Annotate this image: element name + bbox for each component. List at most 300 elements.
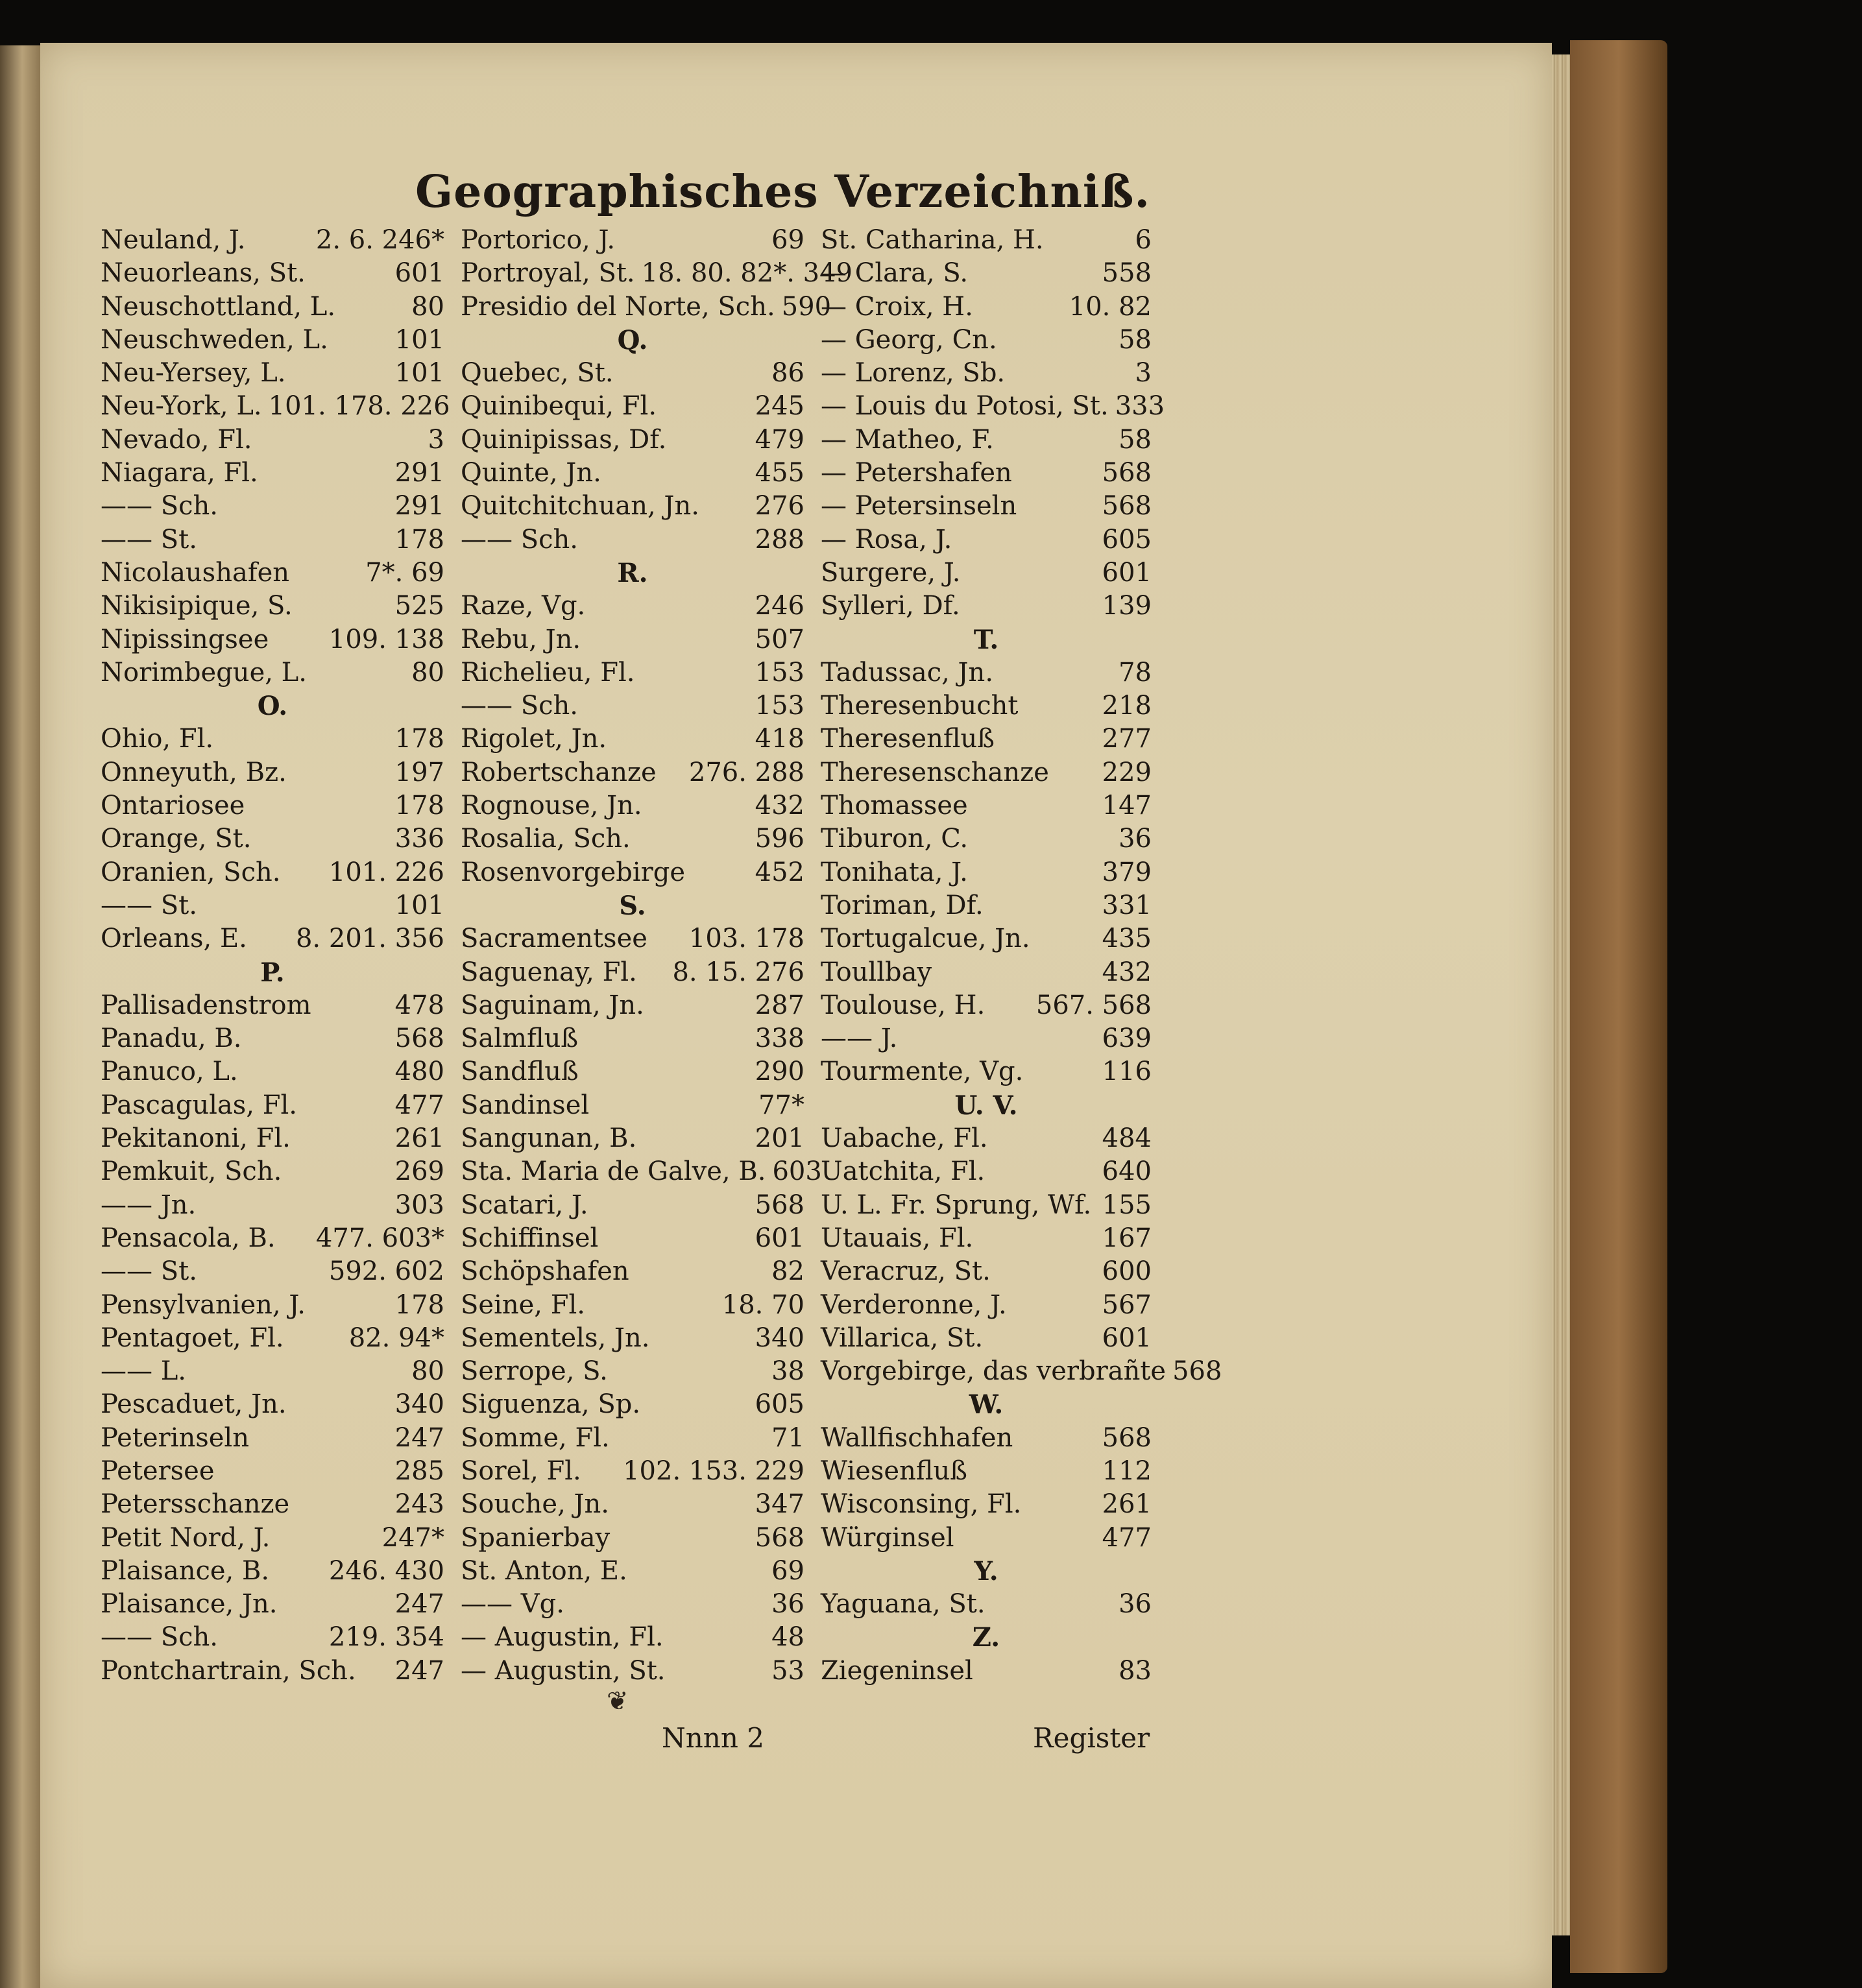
index-entry: [101, 723, 444, 756]
index-entry: [101, 457, 444, 490]
section-letter: S.: [619, 890, 646, 921]
entry-name: Pensacola, B.: [101, 1223, 276, 1253]
index-entry: [101, 224, 444, 257]
entry-pages: 247: [394, 1589, 444, 1620]
entry-name: Toriman, Df.: [821, 890, 984, 920]
index-entry: [461, 1588, 804, 1621]
entry-pages: 178: [394, 524, 444, 555]
entry-pages: 155: [1102, 1190, 1152, 1220]
entry-pages: 69: [771, 225, 804, 255]
entry-name: — Croix, H.: [821, 291, 973, 322]
entry-name: Peterinseln: [101, 1422, 249, 1453]
entry-pages: 291: [394, 458, 444, 488]
index-entry: [101, 490, 444, 523]
index-entry: [821, 257, 1152, 290]
entry-name: Neuschottland, L.: [101, 291, 336, 322]
entry-pages: 3: [428, 424, 444, 455]
entry-name: Quinte, Jn.: [461, 458, 601, 488]
entry-pages: 479: [755, 424, 804, 455]
entry-pages: 601: [394, 258, 444, 289]
entry-name: —— Sch.: [461, 524, 578, 555]
entry-pages: 101: [394, 324, 444, 355]
entry-pages: 478: [394, 990, 444, 1020]
entry-pages: 291: [394, 491, 444, 521]
index-entry: [461, 989, 804, 1022]
entry-name: Quitchitchuan, Jn.: [461, 491, 699, 521]
entry-name: Nikisipique, S.: [101, 591, 293, 621]
entry-name: — Rosa, J.: [821, 524, 952, 555]
index-entry: [821, 357, 1152, 390]
entry-name: Neu-York, L.: [101, 391, 262, 422]
index-entry: [821, 822, 1152, 856]
entry-pages: 452: [755, 857, 804, 887]
entry-name: Nicolaushafen: [101, 557, 290, 588]
entry-pages: 568: [1102, 491, 1152, 521]
entry-name: Scatari, J.: [461, 1190, 588, 1220]
index-entry: [461, 1222, 804, 1255]
entry-pages: 601: [1102, 557, 1152, 588]
index-entry: [461, 1422, 804, 1455]
entry-name: Neuorleans, St.: [101, 258, 306, 289]
entry-name: Panadu, B.: [101, 1024, 242, 1054]
index-entry: [821, 390, 1165, 423]
index-entry: [461, 1322, 804, 1355]
index-entry: [101, 789, 444, 822]
index-entry: [821, 856, 1152, 889]
section-letter: W.: [969, 1389, 1004, 1420]
entry-name: Toulouse, H.: [821, 990, 985, 1020]
entry-pages: 568: [755, 1522, 804, 1553]
index-entry: [101, 291, 444, 324]
entry-pages: 432: [1102, 957, 1152, 987]
entry-pages: 80: [411, 1356, 444, 1387]
index-entry: [821, 1355, 1222, 1388]
index-entry: [821, 956, 1152, 989]
index-entry: [461, 523, 804, 557]
index-entry: [101, 1388, 444, 1421]
index-entry: [461, 956, 804, 989]
entry-name: Rosalia, Sch.: [461, 824, 631, 854]
entry-pages: 290: [755, 1057, 804, 1087]
entry-name: Würginsel: [821, 1522, 954, 1553]
index-entry: [461, 257, 852, 290]
entry-name: Petersschanze: [101, 1489, 290, 1520]
index-entry: [101, 1089, 444, 1122]
entry-pages: 247: [394, 1655, 444, 1686]
index-entry: [821, 1055, 1152, 1088]
index-entry: [461, 590, 804, 623]
index-entry: [461, 1022, 804, 1055]
entry-pages: 276: [755, 491, 804, 521]
index-entry: [101, 623, 444, 656]
index-entry: [101, 1055, 444, 1088]
entry-pages: 455: [755, 458, 804, 488]
index-entry: [461, 1189, 804, 1222]
entry-name: Spanierbay: [461, 1522, 611, 1553]
entry-name: Pensylvanien, J.: [101, 1289, 306, 1320]
entry-name: Yaguana, St.: [821, 1589, 985, 1620]
entry-name: U. L. Fr. Sprung, Wf.: [821, 1190, 1092, 1220]
entry-name: Rosenvorgebirge: [461, 857, 686, 887]
index-entry: [101, 989, 444, 1022]
index-entry: [821, 989, 1152, 1022]
entry-pages: 109. 138: [328, 624, 444, 654]
entry-name: St. Anton, E.: [461, 1555, 627, 1586]
entry-name: Plaisance, B.: [101, 1555, 270, 1586]
entry-name: Sylleri, Df.: [821, 591, 960, 621]
entry-name: Wallfischhafen: [821, 1422, 1013, 1453]
section-letter: R.: [617, 557, 648, 588]
index-entry: [461, 623, 804, 656]
entry-name: Uabache, Fl.: [821, 1123, 988, 1154]
index-entry: [101, 1588, 444, 1621]
entry-name: Petersee: [101, 1455, 215, 1486]
entry-pages: 101. 226: [328, 857, 444, 887]
entry-name: Orleans, E.: [101, 924, 247, 954]
entry-name: Uatchita, Fl.: [821, 1156, 985, 1187]
entry-name: Pallisadenstrom: [101, 990, 311, 1020]
index-entry: [461, 723, 804, 756]
index-entry: [101, 324, 444, 357]
entry-pages: 603: [772, 1156, 822, 1187]
index-entry: [461, 1255, 804, 1288]
index-entry: [461, 1455, 804, 1488]
entry-name: Veracruz, St.: [821, 1256, 991, 1287]
index-entry: [101, 557, 444, 590]
entry-name: Schöpshafen: [461, 1256, 629, 1287]
entry-name: Rebu, Jn.: [461, 624, 581, 654]
index-entry: [461, 656, 804, 689]
index-entry: [461, 1555, 804, 1588]
entry-pages: 147: [1102, 791, 1152, 821]
entry-pages: 18. 70: [721, 1289, 804, 1320]
entry-pages: 139: [1102, 591, 1152, 621]
index-entry: [821, 756, 1152, 789]
entry-pages: 261: [1102, 1489, 1152, 1520]
entry-name: —— Vg.: [461, 1589, 564, 1620]
index-entry: [101, 1355, 444, 1388]
entry-name: Villarica, St.: [821, 1323, 984, 1353]
entry-pages: 477: [394, 1090, 444, 1120]
entry-pages: 58: [1118, 324, 1152, 355]
entry-pages: 605: [755, 1389, 804, 1420]
entry-pages: 261: [394, 1123, 444, 1154]
section-letter: Z.: [972, 1622, 1000, 1653]
index-entry: [101, 1522, 444, 1555]
entry-name: Souche, Jn.: [461, 1489, 610, 1520]
entry-pages: 338: [755, 1024, 804, 1054]
index-entry: [461, 424, 804, 457]
entry-pages: 112: [1102, 1455, 1152, 1486]
index-entry: [821, 1655, 1152, 1688]
entry-name: Niagara, Fl.: [101, 458, 258, 488]
index-entry: [101, 1422, 444, 1455]
entry-name: Plaisance, Jn.: [101, 1589, 278, 1620]
index-entry: [101, 1488, 444, 1521]
index-column-3: [821, 224, 1222, 1688]
entry-pages: 8. 15. 276: [672, 957, 804, 987]
entry-pages: 418: [755, 724, 804, 754]
entry-name: Surgere, J.: [821, 557, 961, 588]
entry-pages: 7*. 69: [365, 557, 444, 588]
entry-name: —— Jn.: [101, 1190, 197, 1220]
entry-name: — Matheo, F.: [821, 424, 994, 455]
index-entry: [101, 590, 444, 623]
entry-name: — Louis du Potosi, St.: [821, 391, 1109, 422]
entry-name: Pekitanoni, Fl.: [101, 1123, 291, 1154]
entry-name: Neu-Yersey, L.: [101, 358, 286, 389]
entry-name: Quinipissas, Df.: [461, 424, 667, 455]
index-entry: [101, 1455, 444, 1488]
index-entry: [461, 357, 804, 390]
index-entry: [821, 1488, 1152, 1521]
entry-pages: 153: [755, 691, 804, 721]
entry-name: Tonihata, J.: [821, 857, 968, 887]
entry-name: —— St.: [101, 890, 197, 920]
index-entry: [821, 1289, 1152, 1322]
entry-pages: 80: [411, 657, 444, 688]
index-entry: [821, 590, 1152, 623]
index-entry: [101, 1189, 444, 1222]
entry-pages: 639: [1102, 1024, 1152, 1054]
entry-name: —— L.: [101, 1356, 186, 1387]
index-entry: [821, 557, 1152, 590]
entry-name: Tadussac, Jn.: [821, 657, 994, 688]
index-entry: [101, 1289, 444, 1322]
entry-pages: 201: [755, 1123, 804, 1154]
index-entry: [101, 1222, 444, 1255]
entry-name: Sandfluß: [461, 1057, 579, 1087]
entry-pages: 101: [394, 358, 444, 389]
index-entry: [461, 1155, 822, 1188]
entry-pages: 36: [1118, 1589, 1152, 1620]
entry-pages: 246: [755, 591, 804, 621]
entry-pages: 480: [394, 1057, 444, 1087]
index-entry: [461, 1089, 804, 1122]
entry-pages: 601: [1102, 1323, 1152, 1353]
entry-name: Norimbegue, L.: [101, 657, 307, 688]
entry-pages: 347: [755, 1489, 804, 1520]
entry-pages: 285: [394, 1455, 444, 1486]
entry-pages: 590: [781, 291, 832, 322]
entry-pages: 69: [771, 1555, 804, 1586]
index-entry: [101, 1322, 444, 1355]
entry-pages: 102. 153. 229: [623, 1455, 804, 1486]
entry-pages: 83: [1118, 1655, 1152, 1686]
index-column-1: [101, 224, 450, 1688]
entry-pages: 333: [1115, 391, 1165, 422]
index-entry: [461, 1289, 804, 1322]
index-entry: [101, 1022, 444, 1055]
entry-pages: 568: [1102, 1422, 1152, 1453]
entry-pages: 596: [755, 824, 804, 854]
entry-name: Orange, St.: [101, 824, 252, 854]
index-entry: [101, 1155, 444, 1188]
entry-pages: 101: [394, 890, 444, 920]
entry-name: Rognouse, Jn.: [461, 791, 642, 821]
index-entry: [101, 922, 444, 955]
entry-name: Saguinam, Jn.: [461, 990, 644, 1020]
section-letter: T.: [973, 624, 999, 655]
entry-pages: 568: [394, 1024, 444, 1054]
index-entry: [461, 1122, 804, 1155]
entry-pages: 48: [771, 1622, 804, 1653]
entry-pages: 18. 80. 82*. 349: [641, 258, 852, 289]
index-column-2: [461, 224, 852, 1688]
index-entry: [821, 523, 1152, 557]
entry-pages: 8. 201. 356: [295, 924, 444, 954]
entry-name: Richelieu, Fl.: [461, 657, 635, 688]
entry-name: Seine, Fl.: [461, 1289, 585, 1320]
entry-name: Saguenay, Fl.: [461, 957, 637, 987]
entry-pages: 568: [1172, 1356, 1222, 1387]
index-entry: [461, 756, 804, 789]
entry-name: Petit Nord, J.: [101, 1522, 271, 1553]
index-entry: [821, 457, 1152, 490]
entry-pages: 78: [1118, 657, 1152, 688]
entry-name: Ohio, Fl.: [101, 724, 214, 754]
index-entry: [821, 1522, 1152, 1555]
entry-pages: 484: [1102, 1123, 1152, 1154]
entry-pages: 53: [771, 1655, 804, 1686]
entry-pages: 10. 82: [1069, 291, 1152, 322]
entry-pages: 276. 288: [688, 757, 804, 787]
entry-pages: 340: [394, 1389, 444, 1420]
entry-name: Oranien, Sch.: [101, 857, 281, 887]
entry-pages: 558: [1102, 258, 1152, 289]
entry-pages: 567. 568: [1035, 990, 1152, 1020]
entry-name: — Georg, Cn.: [821, 324, 997, 355]
entry-name: Sandinsel: [461, 1090, 590, 1120]
index-entry: [461, 856, 804, 889]
index-entry: [101, 523, 444, 557]
entry-pages: 592. 602: [328, 1256, 444, 1287]
entry-pages: 247*: [381, 1522, 444, 1553]
entry-pages: 435: [1102, 924, 1152, 954]
entry-pages: 153: [755, 657, 804, 688]
index-entry: [461, 291, 832, 324]
section-letter: U. V.: [954, 1090, 1018, 1121]
entry-pages: 6: [1135, 225, 1152, 255]
entry-pages: 77*: [758, 1090, 804, 1120]
index-entry: [461, 689, 804, 723]
entry-pages: 336: [394, 824, 444, 854]
index-entry: [101, 1255, 444, 1288]
entry-name: Verderonne, J.: [821, 1289, 1007, 1320]
page-title: Geographisches Verzeichniß.: [415, 166, 1151, 218]
index-entry: [461, 457, 804, 490]
entry-name: Sacramentsee: [461, 924, 647, 954]
section-letter: Y.: [974, 1555, 998, 1587]
entry-pages: 101. 178. 226: [268, 391, 450, 422]
index-entry: [821, 723, 1152, 756]
section-letter: O.: [257, 691, 288, 722]
index-entry: [821, 490, 1152, 523]
index-entry: [821, 1322, 1152, 1355]
entry-name: Tourmente, Vg.: [821, 1057, 1024, 1087]
index-entry: [821, 324, 1152, 357]
entry-pages: 219. 354: [328, 1622, 444, 1653]
entry-pages: 477: [1102, 1522, 1152, 1553]
entry-name: Tortugalcue, Jn.: [821, 924, 1030, 954]
index-entry: [821, 291, 1152, 324]
entry-name: Ziegeninsel: [821, 1655, 973, 1686]
entry-name: Tiburon, C.: [821, 824, 969, 854]
index-entry: [821, 1122, 1152, 1155]
index-entry: [821, 1189, 1152, 1222]
index-entry: [461, 789, 804, 822]
index-entry: [101, 1122, 444, 1155]
index-entry: [101, 856, 444, 889]
entry-name: Theresenfluß: [821, 724, 995, 754]
index-entry: [461, 1055, 804, 1088]
index-entry: [101, 1621, 444, 1654]
entry-pages: 36: [771, 1589, 804, 1620]
entry-name: — Petersinseln: [821, 491, 1017, 521]
entry-pages: 432: [755, 791, 804, 821]
index-entry: [101, 357, 444, 390]
entry-name: Neuland, J.: [101, 225, 246, 255]
entry-pages: 600: [1102, 1256, 1152, 1287]
entry-pages: 567: [1102, 1289, 1152, 1320]
index-entry: [461, 390, 804, 423]
entry-name: Thomassee: [821, 791, 968, 821]
index-entry: [101, 756, 444, 789]
index-entry: [101, 1555, 444, 1588]
index-entry: [101, 822, 444, 856]
entry-pages: 640: [1102, 1156, 1152, 1187]
entry-pages: 568: [755, 1190, 804, 1220]
entry-name: St. Catharina, H.: [821, 225, 1044, 255]
index-entry: [821, 1255, 1152, 1288]
signature-mark: Nnnn 2: [662, 1722, 764, 1754]
entry-name: Wisconsing, Fl.: [821, 1489, 1022, 1520]
index-entry: [101, 390, 450, 423]
entry-name: Quebec, St.: [461, 358, 614, 389]
entry-name: Robertschanze: [461, 757, 657, 787]
entry-pages: 178: [394, 724, 444, 754]
entry-name: Raze, Vg.: [461, 591, 586, 621]
entry-pages: 243: [394, 1489, 444, 1520]
index-entry: [461, 1355, 804, 1388]
index-entry: [461, 1488, 804, 1521]
book-cover: [1570, 40, 1667, 1973]
index-entry: [461, 1388, 804, 1421]
index-entry: [461, 1621, 804, 1654]
entry-name: Utauais, Fl.: [821, 1223, 974, 1253]
entry-name: Theresenbucht: [821, 691, 1019, 721]
index-entry: [101, 889, 444, 922]
entry-name: Rigolet, Jn.: [461, 724, 607, 754]
entry-name: Sementels, Jn.: [461, 1323, 650, 1353]
entry-pages: 303: [394, 1190, 444, 1220]
entry-name: Siguenza, Sp.: [461, 1389, 641, 1420]
entry-pages: 269: [394, 1156, 444, 1187]
entry-pages: 197: [394, 757, 444, 787]
entry-name: Ontariosee: [101, 791, 245, 821]
entry-pages: 568: [1102, 458, 1152, 488]
entry-pages: 178: [394, 791, 444, 821]
entry-name: —— Sch.: [461, 691, 578, 721]
entry-name: — Augustin, Fl.: [461, 1622, 664, 1653]
entry-pages: 71: [771, 1422, 804, 1453]
entry-pages: 82. 94*: [348, 1323, 444, 1353]
entry-pages: 36: [1118, 824, 1152, 854]
entry-name: Somme, Fl.: [461, 1422, 610, 1453]
entry-pages: 58: [1118, 424, 1152, 455]
index-entry: [821, 656, 1152, 689]
index-entry: [101, 424, 444, 457]
